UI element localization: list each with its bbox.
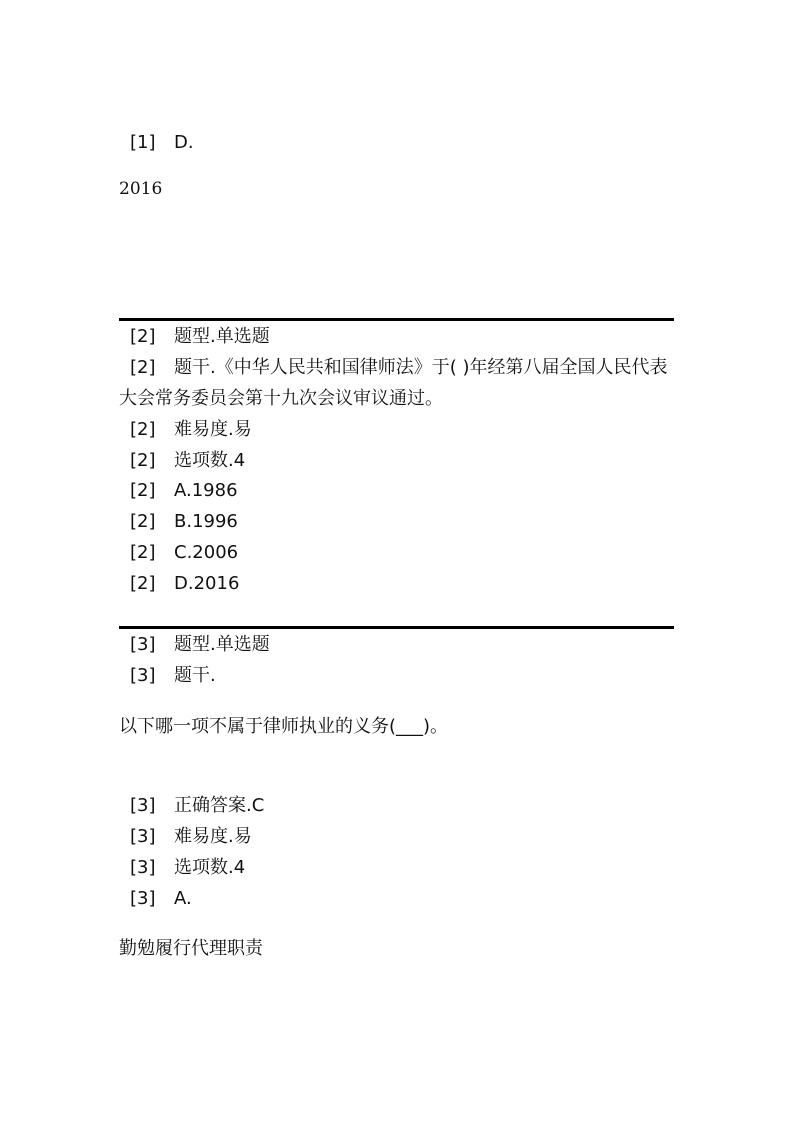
question-divider [119, 318, 674, 321]
q2-marker: [2] [130, 542, 156, 563]
q3-correct-answer: 正确答案.C [174, 795, 265, 816]
q3-marker: [3] [130, 826, 156, 847]
question-divider [119, 626, 674, 629]
q2-type: 题型.单选题 [174, 326, 270, 347]
q2-marker: [2] [130, 480, 156, 501]
q2-marker: [2] [130, 326, 156, 347]
q3-marker: [3] [130, 795, 156, 816]
q2-marker: [2] [130, 357, 156, 378]
q3-option-a-label: A. [174, 888, 192, 909]
q1-marker: [1] [130, 132, 156, 153]
q2-marker: [2] [130, 450, 156, 471]
q3-marker: [3] [130, 888, 156, 909]
q3-type: 题型.单选题 [174, 634, 270, 655]
q2-option-d: D.2016 [174, 573, 240, 594]
q1-option-d-text: 2016 [119, 179, 163, 199]
q3-option-count: 选项数.4 [174, 857, 246, 878]
q3-stem-label: 题干. [174, 665, 216, 686]
q2-option-a: A.1986 [174, 480, 238, 501]
q2-marker: [2] [130, 511, 156, 532]
q3-stem-text: 以下哪一项不属于律师执业的义务(___)。 [119, 716, 449, 737]
q3-difficulty: 难易度.易 [174, 826, 252, 847]
q2-stem-line2: 大会常务委员会第十九次会议审议通过。 [119, 388, 443, 409]
q3-marker: [3] [130, 665, 156, 686]
q2-difficulty: 难易度.易 [174, 419, 252, 440]
q2-marker: [2] [130, 573, 156, 594]
q2-stem-line1: 题干.《中华人民共和国律师法》于( )年经第八届全国人民代表 [174, 357, 668, 378]
q2-option-count: 选项数.4 [174, 450, 246, 471]
q2-option-b: B.1996 [174, 511, 238, 532]
q2-marker: [2] [130, 419, 156, 440]
q3-marker: [3] [130, 634, 156, 655]
q3-marker: [3] [130, 857, 156, 878]
q2-option-c: C.2006 [174, 542, 239, 563]
q1-option-d-label: D. [174, 132, 194, 153]
q3-option-a-text: 勤勉履行代理职责 [119, 938, 263, 959]
